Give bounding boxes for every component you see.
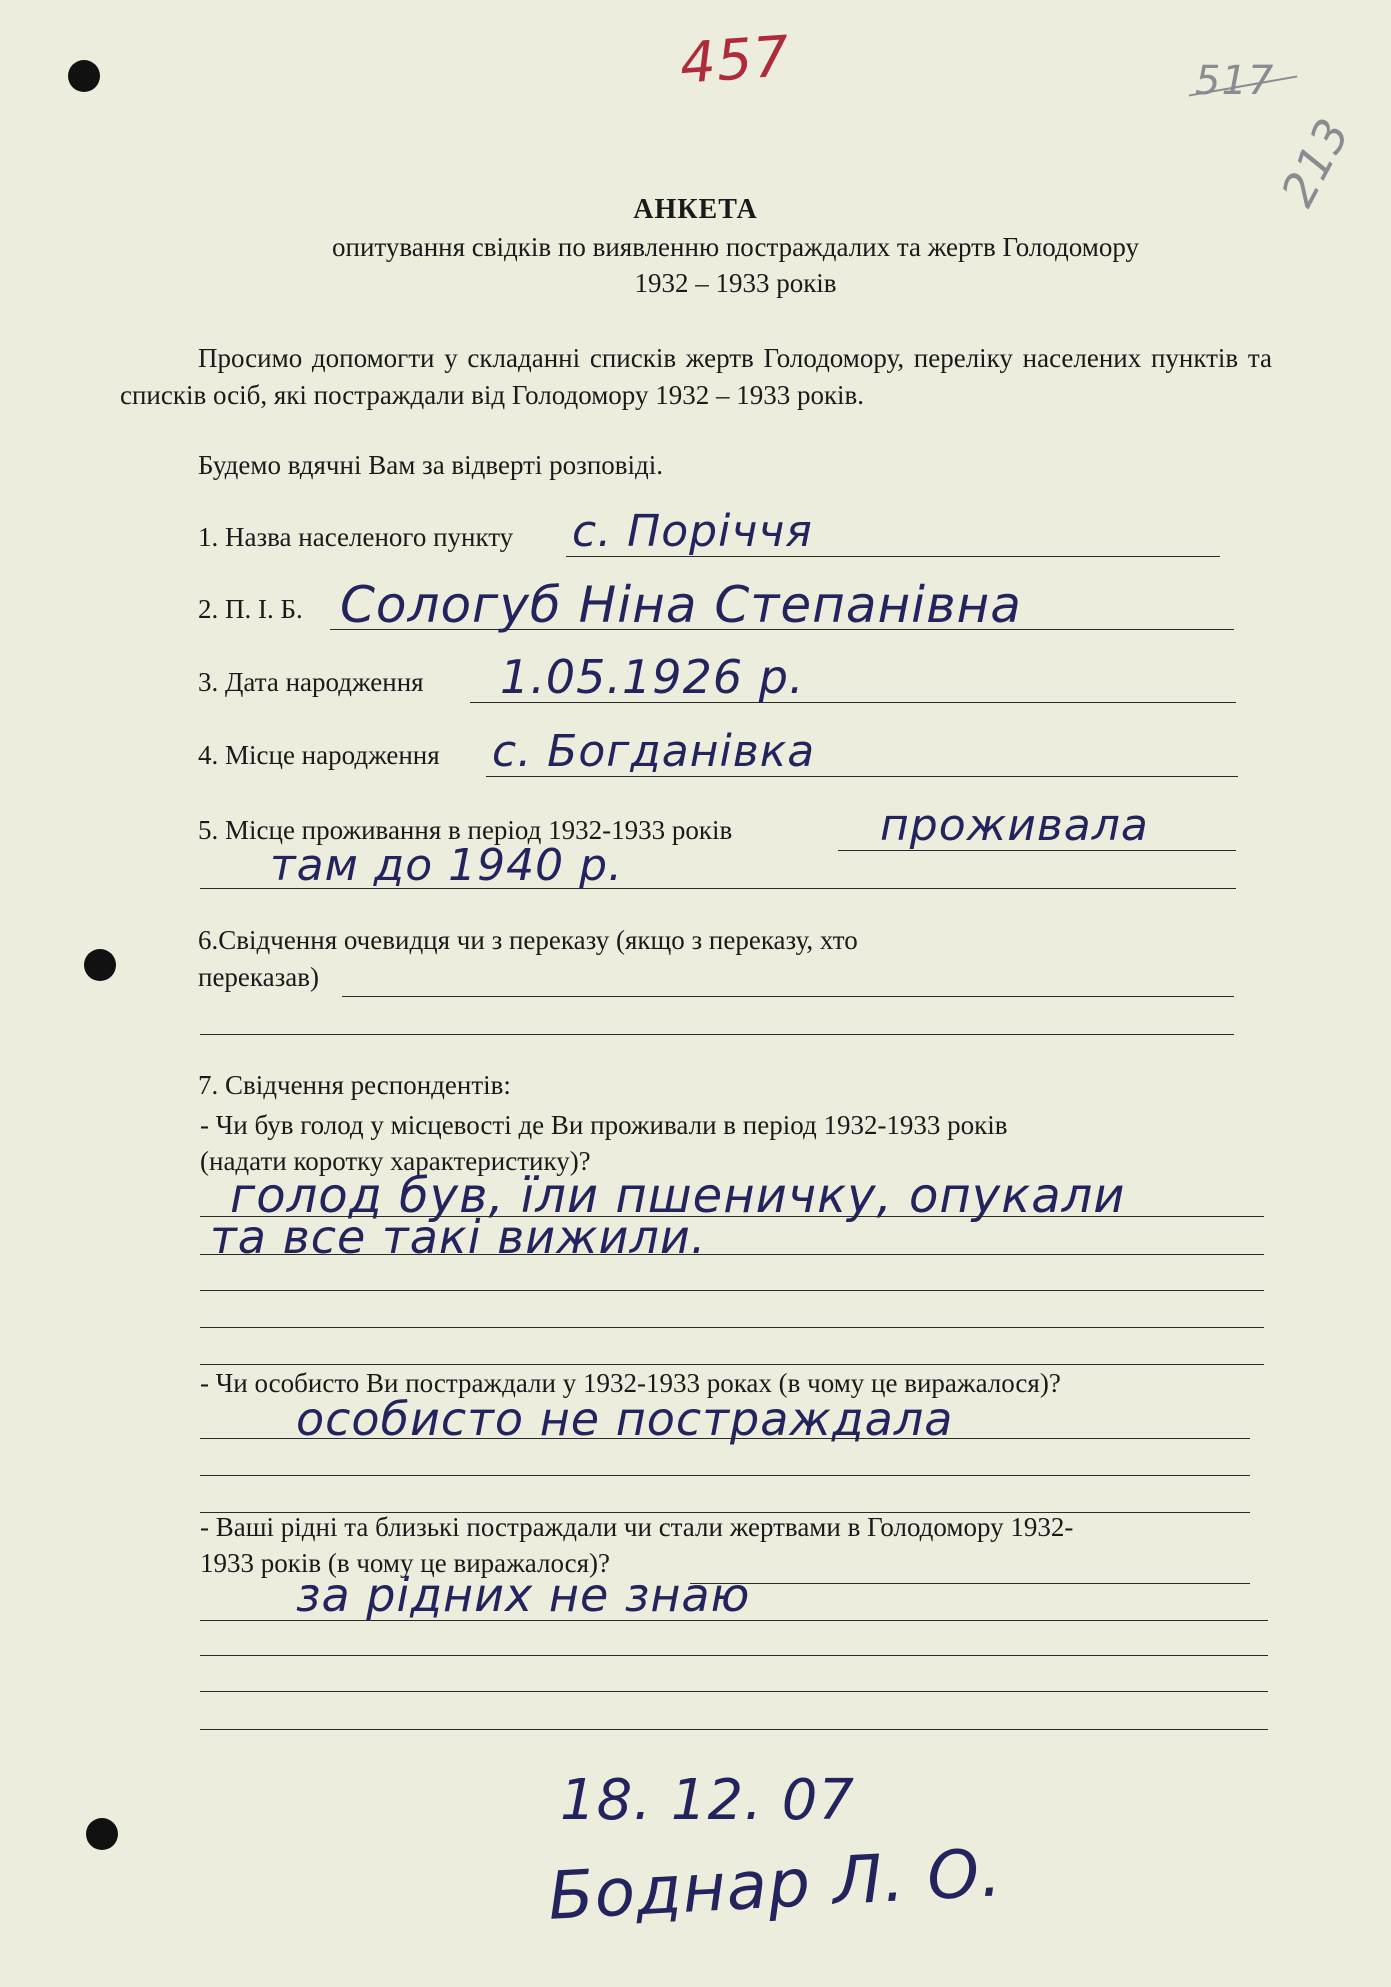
a-famine-line-1: голод був, їли пшеничку, опукали — [230, 1168, 1126, 1224]
archive-crossed-number: 517 — [1195, 58, 1275, 104]
q-relatives-line-1: - Ваші рідні та близькі постраждали чи стали жертвами в Голодомору 1932- — [200, 1512, 1074, 1542]
intro-thanks: Будемо вдячні Вам за відверті розповіді. — [198, 450, 664, 480]
personal-answer-line-2 — [200, 1475, 1250, 1476]
q5-answer-line-2-text: там до 1940 р. — [270, 840, 623, 891]
q4-answer: с. Богданівка — [492, 726, 816, 777]
famine-answer-line-2 — [200, 1254, 1264, 1255]
section7-title: 7. Свідчення респондентів: — [198, 1070, 511, 1100]
q-famine-line-1: - Чи був голод у місцевості де Ви проживали в період 1932-1933 років — [200, 1110, 1008, 1140]
q3-label: 3. Дата народження — [198, 667, 424, 697]
q3-answer: 1.05.1926 р. — [500, 650, 805, 704]
relatives-answer-line-3 — [200, 1655, 1268, 1656]
q6-label-line-2: переказав) — [198, 962, 319, 992]
relatives-answer-line-2 — [200, 1620, 1268, 1621]
form-subtitle: опитування свідків по виявленню постраждалих та жертв Голодомору — [332, 232, 1139, 262]
q5-label: 5. Місце проживання в період 1932-1933 років — [198, 815, 733, 845]
q-famine-line-2: (надати коротку характеристику)? — [200, 1146, 591, 1176]
intro-paragraph — [120, 340, 1272, 414]
q2-answer: Сологуб Ніна Степанівна — [340, 576, 1022, 634]
form-years: 1932 – 1933 років — [634, 268, 837, 298]
a-personal: особисто не постраждала — [296, 1392, 954, 1446]
interview-date: 18. 12. 07 — [560, 1768, 855, 1833]
punch-hole-middle — [84, 949, 116, 981]
intro-paragraph-text: Просимо допомогти у складанні списків жертв Голодомору, переліку населених пунктів та списків осіб, які постраждали від Голодомору 1932 – 1933 років. — [120, 343, 1272, 410]
punch-hole-bottom — [86, 1818, 118, 1850]
q1-answer: с. Поріччя — [572, 506, 813, 557]
a-famine-line-2: та все такі вижили. — [210, 1210, 707, 1264]
famine-answer-line-5 — [200, 1364, 1264, 1365]
q2-label: 2. П. І. Б. — [198, 594, 303, 624]
q5-answer-line-1-text: проживала — [880, 800, 1149, 851]
q1-label: 1. Назва населеного пункту — [198, 522, 514, 552]
q6-answer-line-2 — [200, 1034, 1234, 1035]
relatives-answer-line-5 — [200, 1729, 1268, 1730]
relatives-answer-line-4 — [200, 1691, 1268, 1692]
archive-pencil-number: 213 — [1270, 109, 1361, 215]
famine-answer-line-3 — [200, 1290, 1264, 1291]
interviewer-signature: Боднар Л. О. — [546, 1834, 1004, 1935]
q6-answer-line-1 — [342, 996, 1234, 997]
q-personal: - Чи особисто Ви постраждали у 1932-1933 роках (в чому це виражалося)? — [200, 1368, 1061, 1398]
q6-label-line-1: 6.Свідчення очевидця чи з переказу (якщо з переказу, хто — [198, 925, 858, 955]
archive-red-number: 457 — [677, 24, 793, 97]
a-relatives: за рідних не знаю — [296, 1568, 751, 1622]
personal-answer-line-1 — [200, 1438, 1250, 1439]
q-relatives-line-2: 1933 років (в чому це виражалося)? — [200, 1548, 611, 1578]
famine-answer-line-4 — [200, 1327, 1264, 1328]
punch-hole-top — [68, 60, 100, 92]
q4-label: 4. Місце народження — [198, 740, 440, 770]
form-title: АНКЕТА — [633, 194, 758, 225]
relatives-answer-line-1 — [690, 1583, 1250, 1584]
